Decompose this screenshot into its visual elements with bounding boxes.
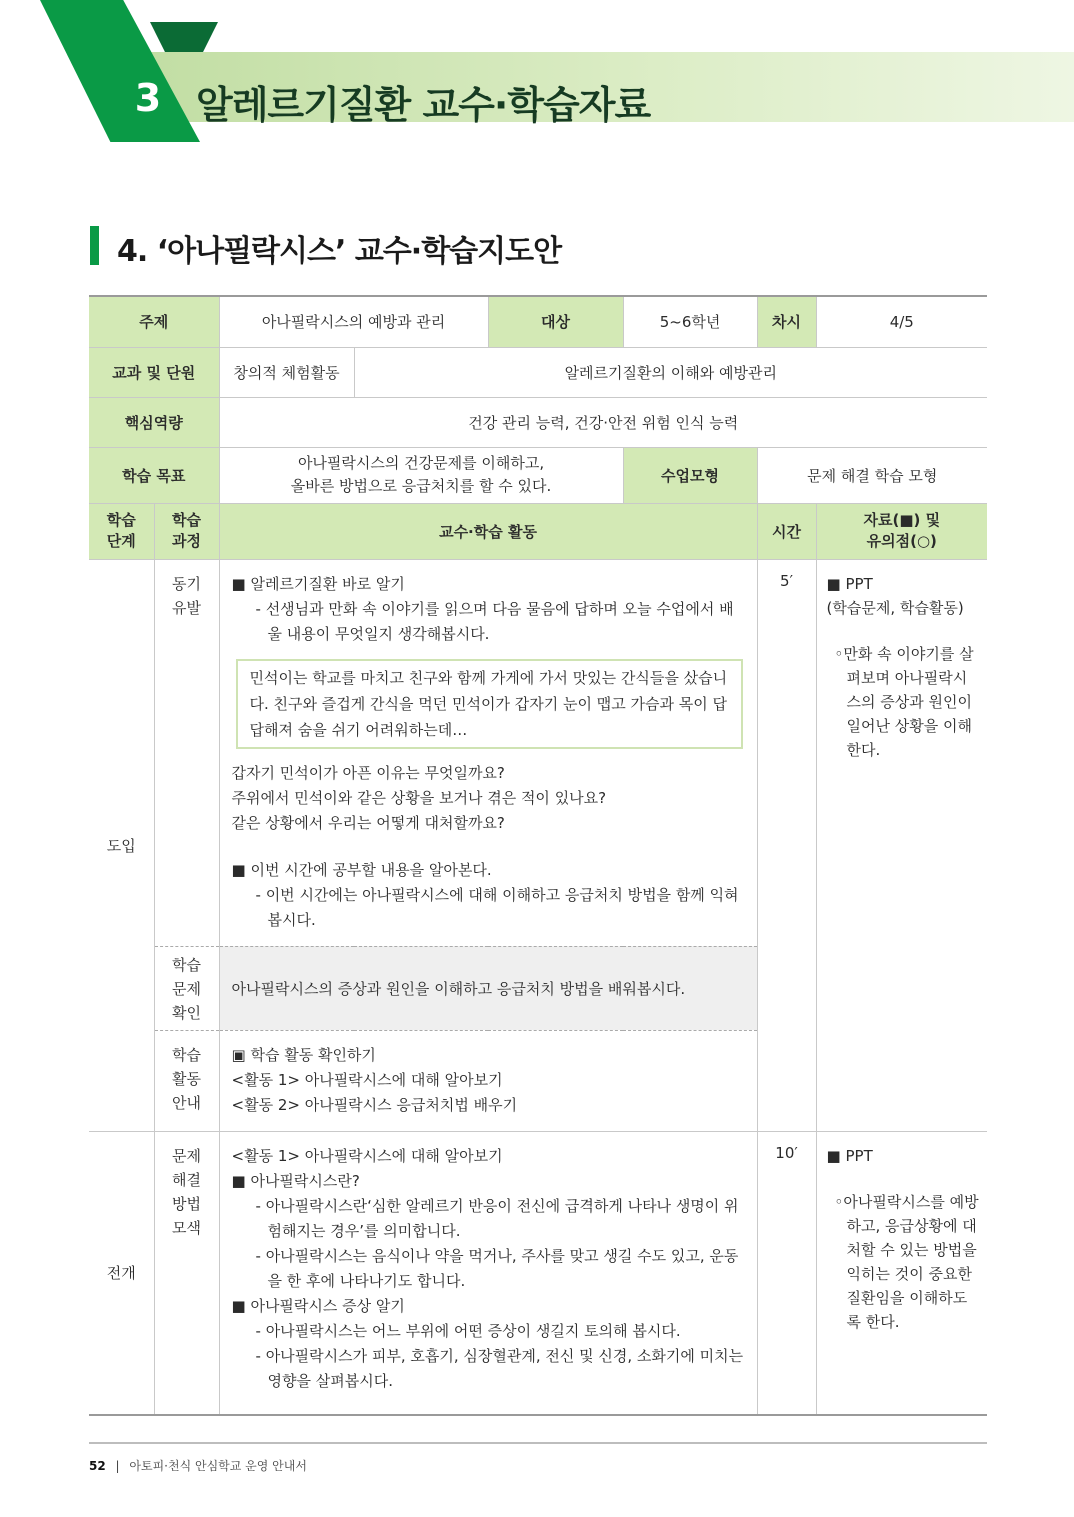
material-intro-note: (학습문제, 학습활동) — [826, 598, 964, 617]
develop-discussion: - 아나필락시스는 어느 부위에 어떤 증상이 생길지 토의해 봅시다. — [255, 1321, 681, 1340]
goal-value — [219, 447, 623, 503]
header-activity: 교수·학습 활동 — [219, 503, 757, 559]
header-stage: 학습 단계 — [89, 503, 154, 559]
goal-line-1: 아나필락시스의 건강문제를 이해하고, — [297, 454, 545, 472]
model-value: 문제 해결 학습 모형 — [757, 447, 987, 503]
header-time: 시간 — [757, 503, 816, 559]
chapter-title: 알레르기질환 교수·학습자료 — [196, 83, 651, 127]
lesson-plan-table — [89, 295, 987, 1416]
question-2: 주위에서 민석이와 같은 상황을 보거나 겪은 적이 있나요? — [231, 788, 607, 807]
process-problem: 학습 문제 확인 — [154, 946, 219, 1030]
preview-instruction: - 이번 시간에는 아나필락시스에 대해 이해하고 응급처치 방법을 함께 익혀봅시다. — [255, 885, 739, 929]
material-intro-caution: ◦만화 속 이야기를 살펴보며 아나필락시스의 증상과 원인이 일어난 상황을 이해한다. — [834, 644, 974, 759]
develop-definition: - 아나필락시스란‘심한 알레르기 반응이 전신에 급격하게 나타나 생명이 위험해지는 경우’를 의미합니다. — [255, 1196, 739, 1240]
subject-value: 아나필락시스의 예방과 관리 — [219, 296, 488, 347]
guide-activity-2: <활동 2> 아나필락시스 응급처치법 배우기 — [231, 1095, 518, 1114]
question-3: 같은 상황에서 우리는 어떻게 대처할까요? — [231, 813, 505, 832]
banner-dark-accent — [150, 22, 218, 52]
row-competency — [89, 397, 987, 447]
unit-subject: 창의적 체험활동 — [219, 347, 354, 397]
row-unit — [89, 347, 987, 397]
motivation-heading: ■ 알레르기질환 바로 알기 — [231, 574, 405, 593]
material-intro-ppt: ■ PPT — [826, 574, 873, 593]
motivation-instruction: - 선생님과 만화 속 이야기를 읽으며 다음 물음에 답하며 오늘 수업에서 배울 내용이 무엇일지 생각해봅시다. — [255, 599, 734, 643]
material-intro — [816, 559, 987, 1131]
row-goal — [89, 447, 987, 503]
competency-label: 핵심역량 — [89, 397, 219, 447]
goal-label: 학습 목표 — [89, 447, 219, 503]
footer-divider — [89, 1442, 987, 1444]
row-subject — [89, 296, 987, 347]
header-material: 자료(■) 및 유의점(○) — [816, 503, 987, 559]
material-develop — [816, 1131, 987, 1415]
page-number: 52 — [89, 1459, 106, 1473]
time-intro: 5′ — [757, 559, 816, 1131]
guide-heading: ▣ 학습 활동 확인하기 — [231, 1045, 376, 1064]
section-marker — [90, 226, 99, 265]
question-1: 갑자기 민석이가 아픈 이유는 무엇일까요? — [231, 763, 505, 782]
unit-label: 교과 및 단원 — [89, 347, 219, 397]
guide-activity-1: <활동 1> 아나필락시스에 대해 알아보기 — [231, 1070, 503, 1089]
target-label: 대상 — [488, 296, 623, 347]
develop-effects: - 아나필락시스가 피부, 호흡기, 심장혈관계, 전신 및 신경, 소화기에 미치는 영향을 살펴봅시다. — [255, 1346, 744, 1390]
subject-label: 주제 — [89, 296, 219, 347]
chapter-number: 3 — [134, 76, 162, 120]
target-value: 5~6학년 — [623, 296, 757, 347]
model-label: 수업모형 — [623, 447, 757, 503]
activity-develop — [219, 1131, 757, 1415]
process-guide: 학습 활동 안내 — [154, 1030, 219, 1131]
material-develop-caution: ◦아나필락시스를 예방하고, 응급상황에 대처할 수 있는 방법을 익히는 것이 중요한 질환임을 이해하도록 한다. — [834, 1192, 979, 1331]
develop-activity-title: <활동 1> 아나필락시스에 대해 알아보기 — [231, 1146, 503, 1165]
row-intro-motivation — [89, 559, 987, 946]
unit-value: 알레르기질환의 이해와 예방관리 — [354, 347, 987, 397]
footer-separator: | — [115, 1459, 120, 1473]
preview-heading: ■ 이번 시간에 공부할 내용을 알아본다. — [231, 860, 492, 879]
stage-intro: 도입 — [89, 559, 154, 1131]
competency-value: 건강 관리 능력, 건강·안전 위험 인식 능력 — [219, 397, 987, 447]
activity-motivation — [219, 559, 757, 946]
activity-guide — [219, 1030, 757, 1131]
section-title: 4. ‘아나필락시스’ 교수·학습지도안 — [117, 234, 562, 269]
row-column-headers — [89, 503, 987, 559]
session-label: 차시 — [757, 296, 816, 347]
footer — [89, 1457, 307, 1474]
session-value: 4/5 — [816, 296, 987, 347]
goal-line-2: 올바른 방법으로 응급처치를 할 수 있다. — [290, 477, 552, 495]
activity-problem: 아나필락시스의 증상과 원인을 이해하고 응급처치 방법을 배워봅시다. — [219, 946, 757, 1030]
process-motivation: 동기 유발 — [154, 559, 219, 946]
footer-title: 아토피·천식 안심학교 운영 안내서 — [129, 1459, 307, 1473]
develop-heading-2: ■ 아나필락시스 증상 알기 — [231, 1296, 405, 1315]
story-box: 민석이는 학교를 마치고 친구와 함께 가게에 가서 맛있는 간식들을 샀습니다. 친구와 즐겁게 간식을 먹던 민석이가 갑자기 눈이 맵고 가슴과 목이 답답해져 숨을 쉬기 어려워하는데… — [236, 659, 743, 749]
process-develop: 문제 해결 방법 모색 — [154, 1131, 219, 1415]
material-develop-ppt: ■ PPT — [826, 1146, 873, 1165]
row-develop — [89, 1131, 987, 1415]
header-process: 학습 과정 — [154, 503, 219, 559]
develop-causes: - 아나필락시스는 음식이나 약을 먹거나, 주사를 맞고 생길 수도 있고, 운동을 한 후에 나타나기도 합니다. — [255, 1246, 739, 1290]
stage-develop: 전개 — [89, 1131, 154, 1415]
develop-heading-1: ■ 아나필락시스란? — [231, 1171, 360, 1190]
time-develop: 10′ — [757, 1131, 816, 1415]
